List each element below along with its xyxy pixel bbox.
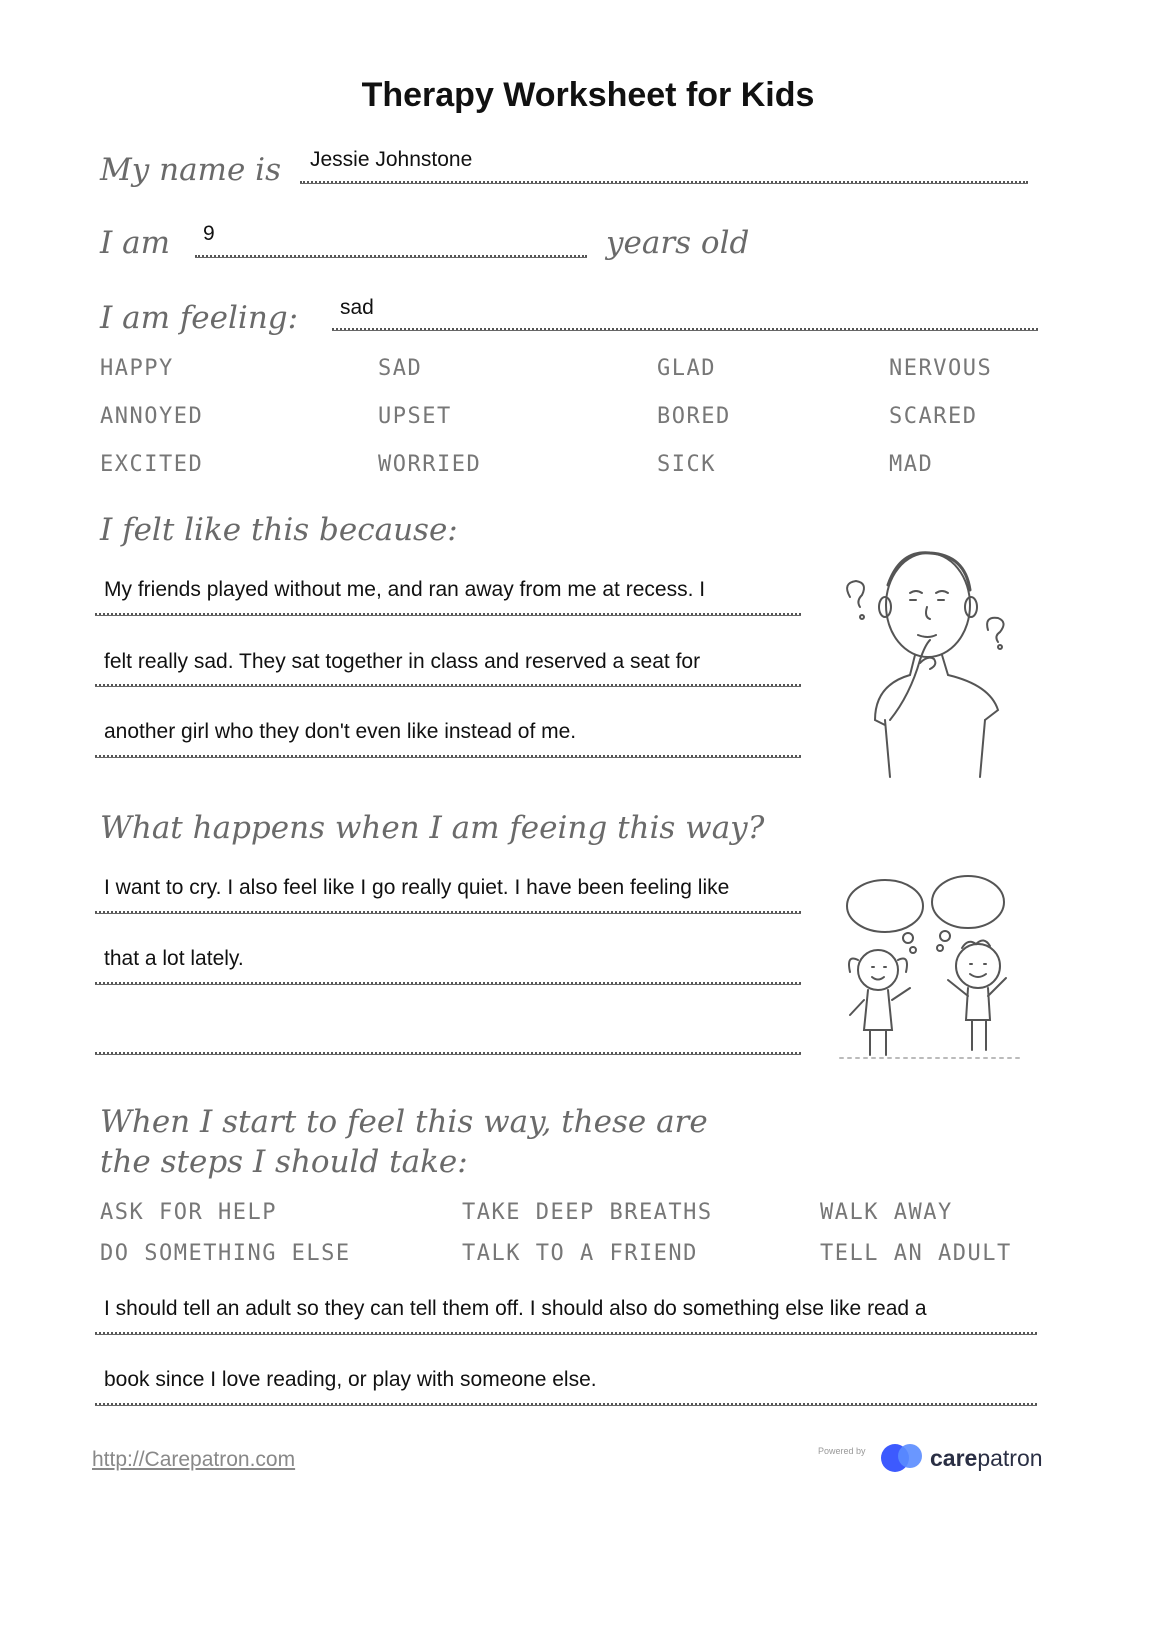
- step-option[interactable]: TALK TO A FRIEND: [462, 1241, 698, 1266]
- because-heading: I felt like this because:: [100, 512, 458, 548]
- because-line-3[interactable]: another girl who they don't even like instead of me.: [104, 720, 577, 743]
- footer-link[interactable]: http://Carepatron.com: [92, 1448, 296, 1471]
- age-suffix: years old: [606, 225, 750, 261]
- happens-rule-2: [95, 982, 801, 985]
- feeling-word[interactable]: SAD: [378, 356, 423, 381]
- steps-rule-1: [95, 1332, 1037, 1335]
- steps-rule-2: [95, 1403, 1037, 1406]
- because-line-2[interactable]: felt really sad. They sat together in class and reserved a seat for: [104, 650, 701, 673]
- step-option[interactable]: WALK AWAY: [820, 1200, 953, 1225]
- because-rule-1: [95, 613, 801, 616]
- age-label: I am: [100, 225, 170, 261]
- feeling-word[interactable]: EXCITED: [100, 452, 204, 477]
- feeling-word[interactable]: SCARED: [889, 404, 978, 429]
- happens-line-1[interactable]: I want to cry. I also feel like I go really quiet. I have been feeling like: [104, 876, 730, 899]
- feeling-word[interactable]: NERVOUS: [889, 356, 993, 381]
- step-option[interactable]: ASK FOR HELP: [100, 1200, 277, 1225]
- because-line-1[interactable]: My friends played without me, and ran away from me at recess. I: [104, 578, 706, 601]
- feeling-label: I am feeling:: [100, 300, 299, 336]
- name-value[interactable]: Jessie Johnstone: [310, 148, 473, 171]
- feeling-word[interactable]: GLAD: [657, 356, 716, 381]
- name-line: [300, 181, 1028, 184]
- feeling-word[interactable]: WORRIED: [378, 452, 482, 477]
- step-option[interactable]: DO SOMETHING ELSE: [100, 1241, 351, 1266]
- feeling-word[interactable]: UPSET: [378, 404, 452, 429]
- step-option[interactable]: TELL AN ADULT: [820, 1241, 1012, 1266]
- because-rule-3: [95, 755, 801, 758]
- age-value[interactable]: 9: [203, 222, 215, 245]
- age-line: [195, 255, 587, 258]
- steps-line-2[interactable]: book since I love reading, or play with someone else.: [104, 1368, 597, 1391]
- feeling-word[interactable]: HAPPY: [100, 356, 174, 381]
- carepatron-logo-icon: [880, 1442, 926, 1474]
- steps-heading-line-2: the steps I should take:: [100, 1144, 468, 1180]
- carepatron-wordmark: carepatron: [930, 1445, 1043, 1471]
- feeling-word[interactable]: SICK: [657, 452, 716, 477]
- powered-by-label: Powered by: [818, 1446, 866, 1456]
- feeling-word[interactable]: MAD: [889, 452, 934, 477]
- feeling-word[interactable]: BORED: [657, 404, 731, 429]
- step-option[interactable]: TAKE DEEP BREATHS: [462, 1200, 713, 1225]
- happens-heading: What happens when I am feeing this way?: [100, 810, 765, 846]
- page-title: Therapy Worksheet for Kids: [361, 76, 815, 114]
- feeling-word[interactable]: ANNOYED: [100, 404, 204, 429]
- steps-heading-line-1: When I start to feel this way, these are: [100, 1104, 708, 1140]
- happens-rule-3: [95, 1052, 801, 1055]
- feeling-line: [332, 328, 1038, 331]
- happens-rule-1: [95, 911, 801, 914]
- because-rule-2: [95, 684, 801, 687]
- name-label: My name is: [100, 152, 281, 188]
- steps-line-1[interactable]: I should tell an adult so they can tell them off. I should also do something else like read a: [104, 1297, 927, 1320]
- thinking-boy-illustration: [830, 545, 1020, 780]
- feeling-value[interactable]: sad: [340, 296, 374, 319]
- happens-line-2[interactable]: that a lot lately.: [104, 947, 244, 970]
- kids-talking-illustration: [830, 870, 1030, 1080]
